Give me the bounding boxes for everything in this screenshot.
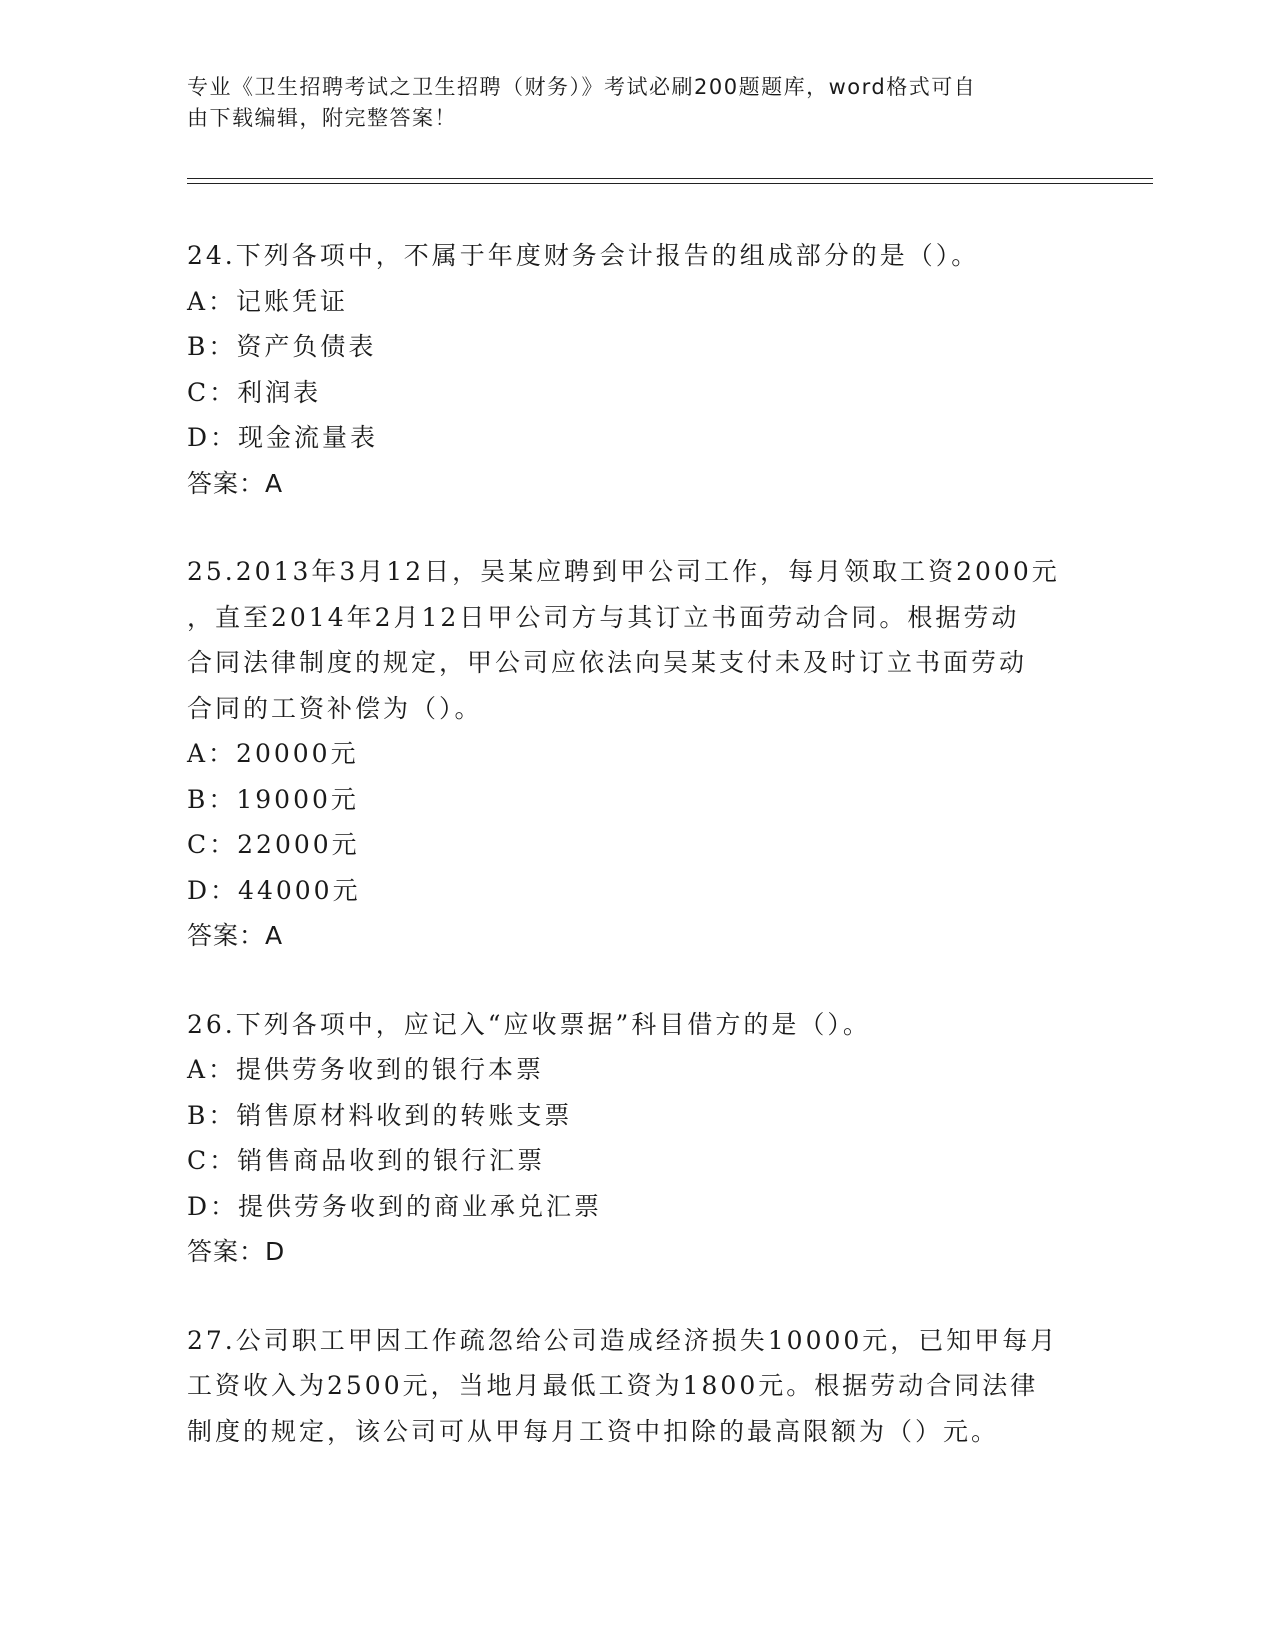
option-c: C：22000元 xyxy=(187,830,360,859)
option-d: D：44000元 xyxy=(187,875,361,905)
question-27 xyxy=(187,1318,1087,1455)
question-stem: 合同法律制度的规定，甲公司应依法向吴某支付未及时订立书面劳动 xyxy=(187,648,1028,677)
answer: 答案：A xyxy=(187,921,284,950)
option-d: D：提供劳务收到的商业承兑汇票 xyxy=(187,1191,603,1221)
question-stem: 25.2013年3月12日，吴某应聘到甲公司工作，每月领取工资2000元 xyxy=(187,557,1060,586)
question-stem: 制度的规定，该公司可从甲每月工资中扣除的最高限额为（）元。 xyxy=(187,1416,1000,1446)
option-a: A：记账凭证 xyxy=(187,286,349,316)
question-stem: 合同的工资补偿为（）。 xyxy=(187,693,483,723)
question-stem: 24.下列各项中，不属于年度财务会计报告的组成部分的是（）。 xyxy=(187,241,980,270)
option-b: B：资产负债表 xyxy=(187,332,377,361)
option-b: B：销售原材料收到的转账支票 xyxy=(187,1100,573,1130)
option-c: C：利润表 xyxy=(187,377,322,407)
document-header xyxy=(187,72,1067,134)
question-stem: 工资收入为2500元，当地月最低工资为1800元。根据劳动合同法律 xyxy=(187,1371,1039,1400)
question-list xyxy=(187,233,1087,1497)
option-a: A：20000元 xyxy=(187,739,359,768)
header-divider-bottom xyxy=(187,183,1153,184)
header-line-1: 专业《卫生招聘考试之卫生招聘（财务）》考试必刷200题题库，word格式可自 xyxy=(187,75,977,99)
option-a: A：提供劳务收到的银行本票 xyxy=(187,1055,545,1084)
question-stem: ，直至2014年2月12日甲公司方与其订立书面劳动合同。根据劳动 xyxy=(187,602,1020,632)
header-divider-top xyxy=(187,178,1153,179)
header-line-2: 由下载编辑，附完整答案！ xyxy=(187,106,457,130)
option-c: C：销售商品收到的银行汇票 xyxy=(187,1146,546,1175)
option-b: B：19000元 xyxy=(187,784,359,814)
question-stem: 26.下列各项中，应记入“应收票据”科目借方的是（）。 xyxy=(187,1009,871,1039)
question-24 xyxy=(187,233,1087,506)
option-d: D：现金流量表 xyxy=(187,423,379,452)
question-stem: 27.公司职工甲因工作疏忽给公司造成经济损失10000元，已知甲每月 xyxy=(187,1325,1059,1355)
answer: 答案：A xyxy=(187,468,284,498)
answer: 答案：D xyxy=(187,1237,286,1266)
question-26 xyxy=(187,1002,1087,1275)
question-25 xyxy=(187,549,1087,959)
